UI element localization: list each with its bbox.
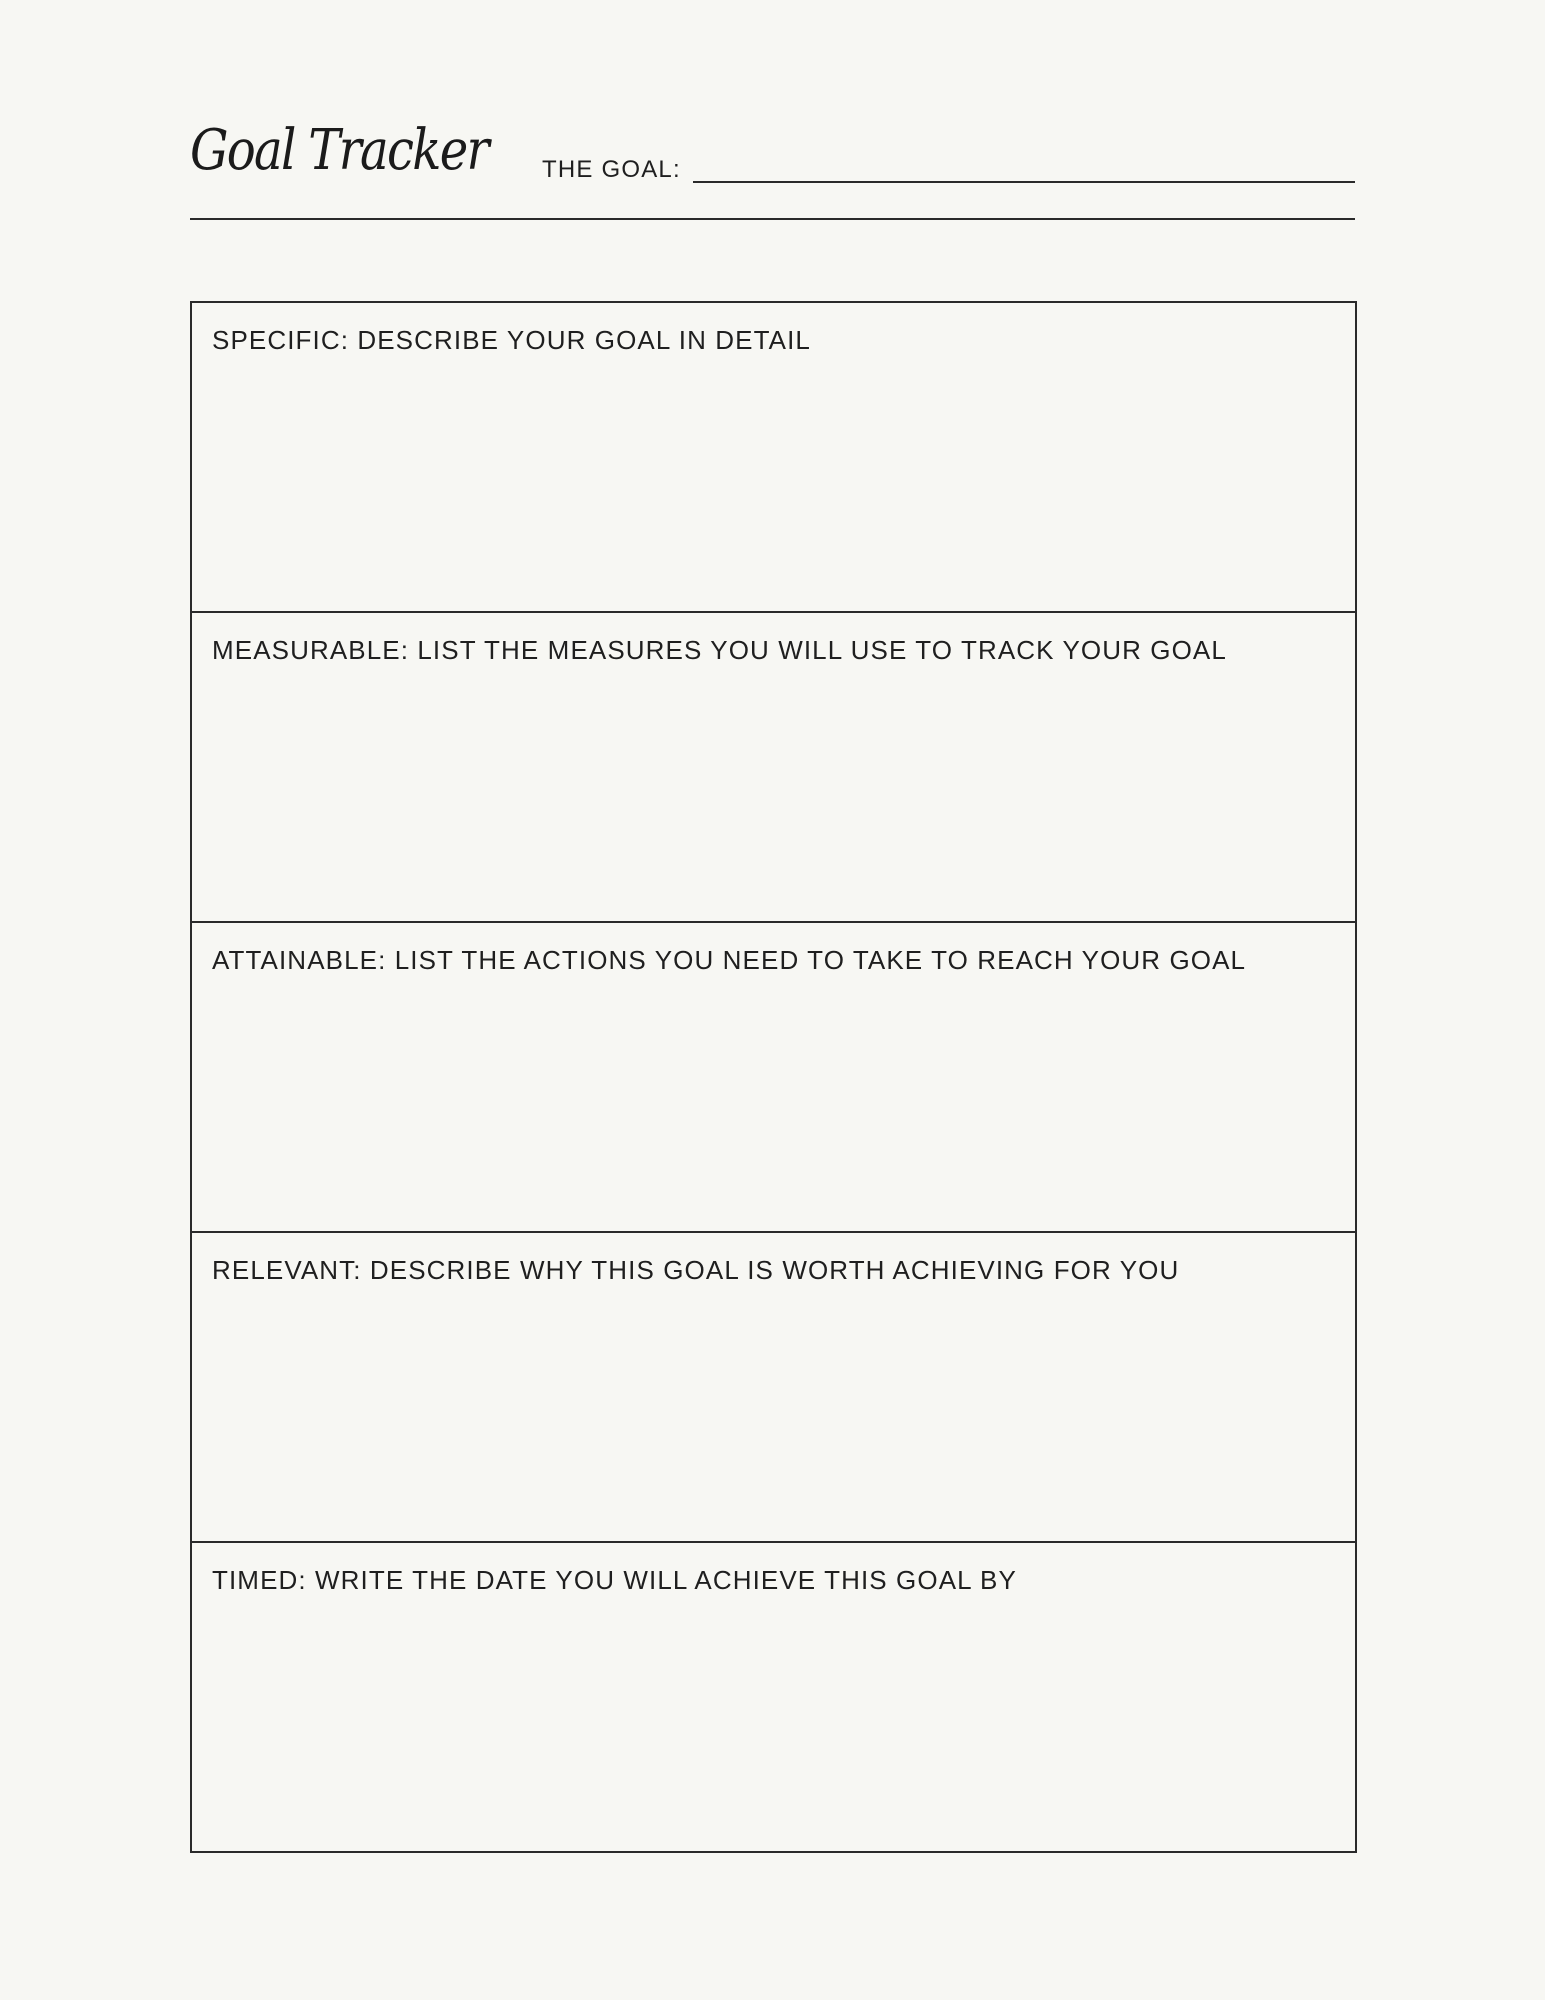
section-timed[interactable] <box>192 1541 1355 1851</box>
section-timed-label: TIMED: WRITE THE DATE YOU WILL ACHIEVE THIS GOAL BY <box>212 1565 1017 1595</box>
section-measurable-label: MEASURABLE: LIST THE MEASURES YOU WILL USE TO TRACK YOUR GOAL <box>212 635 1227 665</box>
smart-goal-table <box>190 301 1357 1853</box>
section-specific[interactable] <box>192 303 1355 611</box>
section-measurable[interactable] <box>192 611 1355 921</box>
section-relevant[interactable] <box>192 1231 1355 1541</box>
goal-label: THE GOAL: <box>542 156 681 183</box>
goal-input-line[interactable] <box>693 181 1355 183</box>
section-attainable-label: ATTAINABLE: LIST THE ACTIONS YOU NEED TO TAKE TO REACH YOUR GOAL <box>212 945 1247 975</box>
page-title: Goal Tracker <box>190 118 488 183</box>
section-specific-label: SPECIFIC: DESCRIBE YOUR GOAL IN DETAIL <box>212 325 811 355</box>
section-attainable[interactable] <box>192 921 1355 1231</box>
header <box>190 110 1355 220</box>
section-relevant-label: RELEVANT: DESCRIBE WHY THIS GOAL IS WORTH ACHIEVING FOR YOU <box>212 1255 1180 1285</box>
